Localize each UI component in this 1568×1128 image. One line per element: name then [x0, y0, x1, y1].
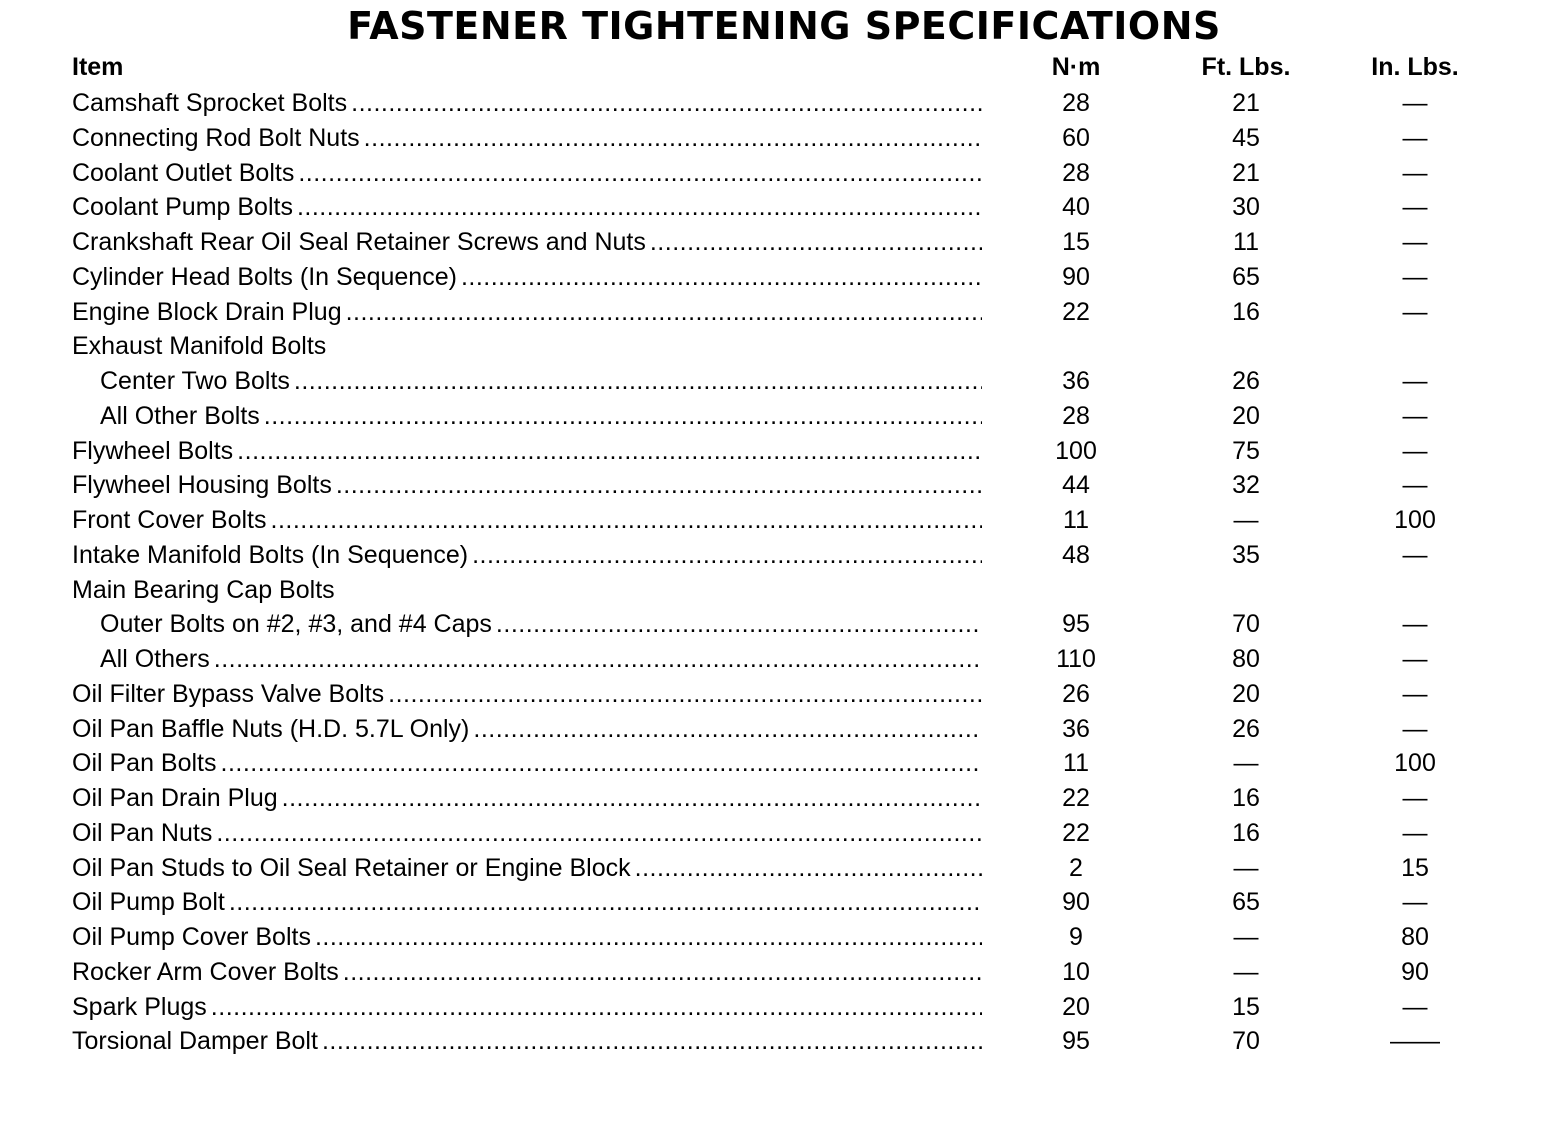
nm-value: 22: [1062, 784, 1090, 812]
nm-value: 95: [1062, 1027, 1090, 1056]
item-label: Exhaust Manifold Bolts: [72, 332, 327, 361]
spec-table: [0, 86, 1568, 1059]
in-lbs-value: —: [1402, 888, 1428, 917]
column-header-item: Item: [72, 53, 124, 81]
dot-leader: [650, 225, 982, 259]
nm-value: 11: [1063, 506, 1089, 534]
item-cell: [72, 121, 982, 155]
ft-lbs-value: 15: [1232, 992, 1260, 1021]
table-row: [0, 816, 1568, 851]
dot-leader: [216, 816, 982, 850]
dot-leader: [282, 781, 982, 815]
nm-value: 100: [1055, 436, 1097, 465]
in-lbs-value: 90: [1401, 957, 1429, 986]
table-row: [0, 156, 1568, 191]
item-label: Cylinder Head Bolts (In Sequence): [72, 262, 457, 291]
item-label: Oil Pan Drain Plug: [72, 784, 278, 812]
item-cell: [100, 364, 982, 398]
ft-lbs-value: —: [1233, 506, 1259, 534]
nm-value: 28: [1062, 89, 1090, 117]
nm-value: 95: [1062, 610, 1090, 639]
item-cell: [72, 573, 982, 607]
in-lbs-value: —: [1402, 297, 1428, 326]
dot-leader: [237, 434, 982, 468]
item-cell: [72, 851, 982, 885]
nm-value: 28: [1062, 401, 1090, 430]
table-row: [0, 121, 1568, 156]
ft-lbs-value: 16: [1232, 297, 1260, 326]
in-lbs-value: —: [1402, 714, 1428, 743]
in-lbs-value: 100: [1394, 749, 1436, 778]
item-cell: [72, 955, 982, 989]
item-cell: [72, 503, 982, 537]
dot-leader: [264, 399, 982, 433]
nm-value: 36: [1062, 714, 1090, 743]
item-cell: [72, 468, 982, 502]
item-cell: [72, 746, 982, 780]
table-row: [0, 503, 1568, 538]
ft-lbs-value: 70: [1232, 610, 1260, 639]
in-lbs-value: —: [1402, 645, 1428, 673]
item-label: Center Two Bolts: [100, 367, 290, 395]
item-cell: [72, 1024, 982, 1058]
nm-value: 20: [1062, 992, 1090, 1021]
table-row: [0, 190, 1568, 225]
item-label: All Others: [100, 645, 210, 673]
nm-value: 11: [1063, 749, 1089, 778]
dot-leader: [271, 503, 982, 537]
table-row: [0, 990, 1568, 1025]
in-lbs-value: —: [1402, 158, 1428, 187]
item-label: Oil Pump Bolt: [72, 888, 225, 917]
nm-value: 60: [1062, 123, 1090, 152]
in-lbs-value: —: [1402, 367, 1428, 395]
dot-leader: [297, 190, 982, 224]
table-row: [0, 1024, 1568, 1059]
table-row: [0, 538, 1568, 573]
dot-leader: [346, 295, 982, 329]
in-lbs-value: —: [1402, 679, 1428, 708]
item-label: Oil Pan Studs to Oil Seal Retainer or Engine Block: [72, 853, 631, 882]
table-row: [0, 86, 1568, 121]
ft-lbs-value: 70: [1232, 1027, 1260, 1056]
table-row: [0, 955, 1568, 990]
in-lbs-value: —: [1402, 818, 1428, 847]
table-row: [0, 225, 1568, 260]
table-row: [0, 677, 1568, 712]
dot-leader: [388, 677, 982, 711]
item-cell: [72, 86, 982, 120]
table-row: [0, 851, 1568, 886]
in-lbs-value: —: [1402, 262, 1428, 291]
item-label: Oil Pan Bolts: [72, 749, 217, 778]
nm-value: 26: [1062, 679, 1090, 708]
item-cell: [72, 225, 982, 259]
nm-value: 22: [1062, 818, 1090, 847]
in-lbs-value: ——: [1390, 1027, 1440, 1056]
table-row: [0, 295, 1568, 330]
item-label: Coolant Outlet Bolts: [72, 158, 295, 187]
column-header-in-lbs: In. Lbs.: [1371, 53, 1459, 81]
in-lbs-value: —: [1402, 540, 1428, 569]
table-group-row: [0, 329, 1568, 364]
item-label: Torsional Damper Bolt: [72, 1027, 318, 1056]
in-lbs-value: —: [1402, 89, 1428, 117]
dot-leader: [473, 712, 982, 746]
ft-lbs-value: 20: [1232, 401, 1260, 430]
item-cell: [72, 920, 982, 954]
item-label: Main Bearing Cap Bolts: [72, 575, 335, 604]
ft-lbs-value: 26: [1232, 714, 1260, 743]
item-label: Oil Filter Bypass Valve Bolts: [72, 679, 385, 708]
ft-lbs-value: 75: [1232, 436, 1260, 465]
ft-lbs-value: 65: [1232, 262, 1260, 291]
dot-leader: [298, 156, 982, 190]
item-cell: [72, 538, 982, 572]
dot-leader: [294, 364, 982, 398]
ft-lbs-value: 32: [1232, 471, 1260, 500]
item-label: Front Cover Bolts: [72, 506, 267, 534]
ft-lbs-value: —: [1233, 923, 1259, 951]
item-cell: [100, 399, 982, 433]
nm-value: 22: [1062, 297, 1090, 326]
ft-lbs-value: 21: [1232, 89, 1260, 117]
item-cell: [72, 329, 982, 363]
ft-lbs-value: 45: [1232, 123, 1260, 152]
item-label: All Other Bolts: [100, 401, 260, 430]
dot-leader: [315, 920, 982, 954]
dot-leader: [343, 955, 982, 989]
ft-lbs-value: 30: [1232, 193, 1260, 222]
dot-leader: [322, 1024, 982, 1058]
item-cell: [72, 781, 982, 815]
table-header: [0, 50, 1568, 84]
dot-leader: [214, 642, 982, 676]
nm-value: 2: [1069, 853, 1083, 882]
column-header-ft-lbs: Ft. Lbs.: [1201, 53, 1291, 81]
table-row: [0, 781, 1568, 816]
in-lbs-value: —: [1402, 228, 1428, 256]
page-title: FASTENER TIGHTENING SPECIFICATIONS: [347, 4, 1221, 48]
table-row: [0, 399, 1568, 434]
in-lbs-value: —: [1402, 471, 1428, 500]
item-cell: [72, 190, 982, 224]
item-label: Oil Pan Nuts: [72, 818, 213, 847]
item-label: Connecting Rod Bolt Nuts: [72, 123, 360, 152]
nm-value: 44: [1062, 471, 1090, 500]
dot-leader: [472, 538, 982, 572]
table-row: [0, 746, 1568, 781]
item-cell: [100, 607, 982, 641]
item-label: Engine Block Drain Plug: [72, 297, 342, 326]
ft-lbs-value: —: [1233, 957, 1259, 986]
nm-value: 28: [1062, 158, 1090, 187]
item-label: Outer Bolts on #2, #3, and #4 Caps: [100, 610, 492, 639]
item-cell: [72, 990, 982, 1024]
ft-lbs-value: 80: [1232, 645, 1260, 673]
table-row: [0, 468, 1568, 503]
item-cell: [100, 642, 982, 676]
item-label: Oil Pan Baffle Nuts (H.D. 5.7L Only): [72, 714, 470, 743]
item-cell: [72, 677, 982, 711]
table-row: [0, 920, 1568, 955]
dot-leader: [229, 885, 982, 919]
item-cell: [72, 156, 982, 190]
table-row: [0, 885, 1568, 920]
item-cell: [72, 816, 982, 850]
table-group-row: [0, 573, 1568, 608]
nm-value: 48: [1062, 540, 1090, 569]
in-lbs-value: —: [1402, 610, 1428, 639]
nm-value: 110: [1056, 645, 1096, 673]
table-row: [0, 434, 1568, 469]
nm-value: 9: [1069, 923, 1083, 951]
item-cell: [72, 434, 982, 468]
in-lbs-value: —: [1402, 123, 1428, 152]
ft-lbs-value: 21: [1232, 158, 1260, 187]
nm-value: 15: [1062, 228, 1090, 256]
item-cell: [72, 885, 982, 919]
in-lbs-value: —: [1402, 193, 1428, 222]
item-label: Flywheel Bolts: [72, 436, 234, 465]
dot-leader: [351, 86, 982, 120]
dot-leader: [496, 607, 982, 641]
table-row: [0, 642, 1568, 677]
dot-leader: [336, 468, 982, 502]
nm-value: 10: [1062, 957, 1090, 986]
ft-lbs-value: 11: [1233, 228, 1259, 256]
dot-leader: [221, 746, 982, 780]
table-row: [0, 607, 1568, 642]
dot-leader: [461, 260, 982, 294]
item-cell: [72, 295, 982, 329]
ft-lbs-value: 26: [1232, 367, 1260, 395]
in-lbs-value: 80: [1401, 923, 1429, 951]
item-label: Spark Plugs: [72, 992, 207, 1021]
ft-lbs-value: 16: [1232, 818, 1260, 847]
ft-lbs-value: —: [1233, 749, 1259, 778]
nm-value: 90: [1062, 888, 1090, 917]
item-label: Flywheel Housing Bolts: [72, 471, 332, 500]
ft-lbs-value: —: [1233, 853, 1259, 882]
item-cell: [72, 712, 982, 746]
nm-value: 90: [1062, 262, 1090, 291]
dot-leader: [364, 121, 982, 155]
item-label: Intake Manifold Bolts (In Sequence): [72, 540, 469, 569]
table-row: [0, 364, 1568, 399]
nm-value: 40: [1062, 193, 1090, 222]
item-cell: [72, 260, 982, 294]
in-lbs-value: 100: [1394, 506, 1436, 534]
ft-lbs-value: 35: [1232, 540, 1260, 569]
in-lbs-value: —: [1402, 436, 1428, 465]
table-row: [0, 260, 1568, 295]
item-label: Camshaft Sprocket Bolts: [72, 89, 348, 117]
ft-lbs-value: 16: [1232, 784, 1260, 812]
item-label: Crankshaft Rear Oil Seal Retainer Screws and Nuts: [72, 228, 646, 256]
item-label: Rocker Arm Cover Bolts: [72, 957, 339, 986]
column-header-nm: N·m: [1051, 53, 1101, 81]
in-lbs-value: —: [1402, 784, 1428, 812]
in-lbs-value: —: [1402, 401, 1428, 430]
ft-lbs-value: 65: [1232, 888, 1260, 917]
in-lbs-value: —: [1402, 992, 1428, 1021]
item-label: Coolant Pump Bolts: [72, 193, 293, 222]
table-row: [0, 712, 1568, 747]
dot-leader: [635, 851, 982, 885]
ft-lbs-value: 20: [1232, 679, 1260, 708]
item-label: Oil Pump Cover Bolts: [72, 923, 311, 951]
in-lbs-value: 15: [1401, 853, 1429, 882]
dot-leader: [211, 990, 982, 1024]
nm-value: 36: [1062, 367, 1090, 395]
